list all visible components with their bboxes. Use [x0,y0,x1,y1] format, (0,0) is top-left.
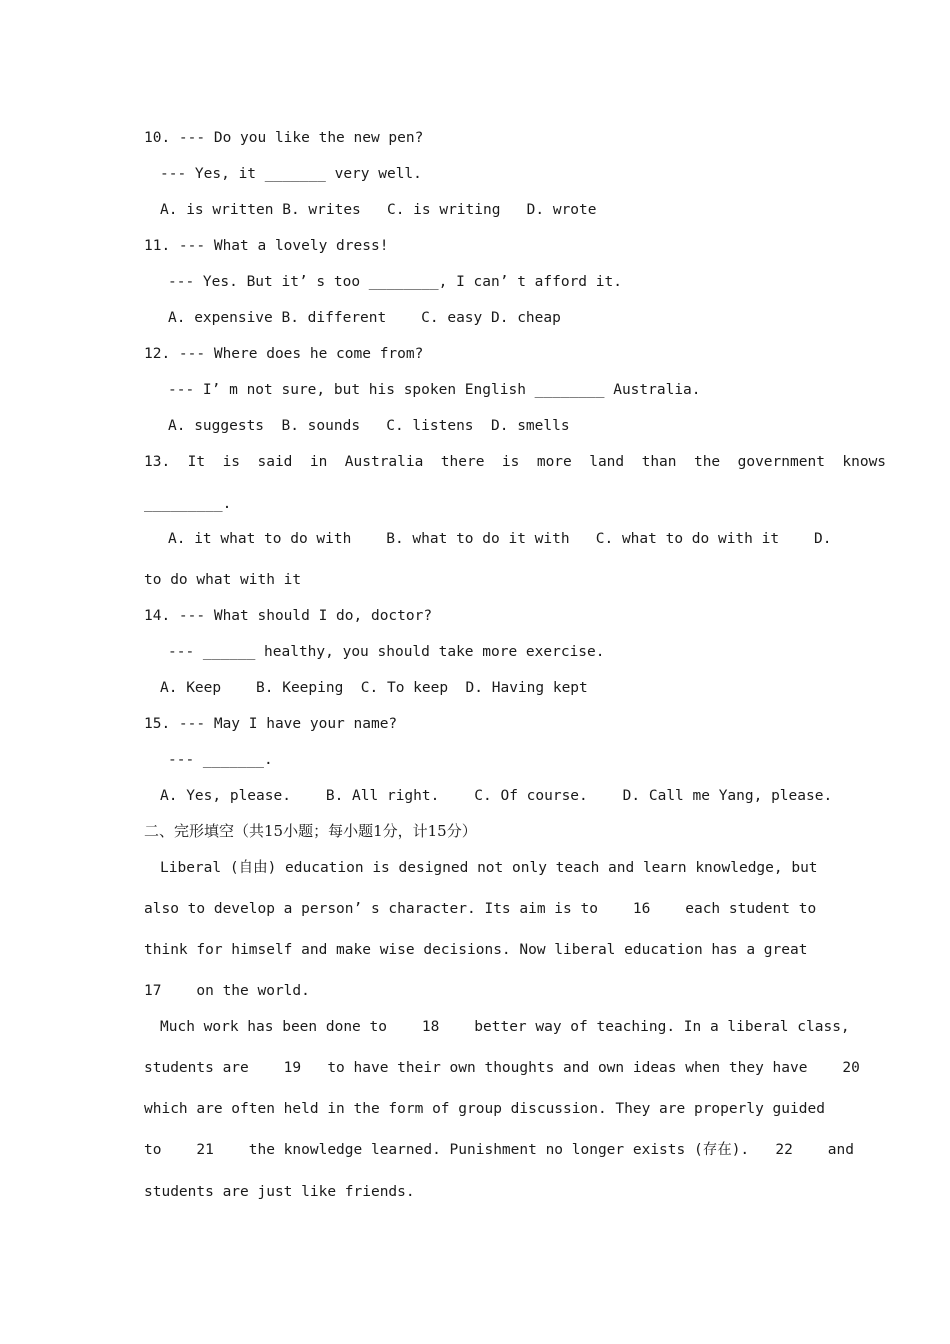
passage-line-4: 17 on the world. [144,983,310,999]
question-12-reply: --- I’ m not sure, but his spoken English ________ Australia. [168,382,701,398]
question-13-options: A. it what to do with B. what to do it with C. what to do with it D. [168,531,832,547]
question-10-reply: --- Yes, it _______ very well. [160,166,422,182]
question-11-stem: 11. --- What a lovely dress! [144,238,389,254]
passage-line-1: Liberal (自由) education is designed not only teach and learn knowledge, but [160,860,818,876]
question-12-stem: 12. --- Where does he come from? [144,346,424,362]
question-14-options: A. Keep B. Keeping C. To keep D. Having kept [160,680,588,696]
question-11-options: A. expensive B. different C. easy D. cheap [168,310,561,326]
passage-line-3: think for himself and make wise decisions. Now liberal education has a great [144,942,808,958]
question-10-stem: 10. --- Do you like the new pen? [144,130,424,146]
question-12-options: A. suggests B. sounds C. listens D. smells [168,418,570,434]
question-13-stem: 13. It is said in Australia there is more land than the government knows [144,454,887,470]
question-14-reply: --- ______ healthy, you should take more exercise. [168,644,605,660]
question-15-reply: --- _______. [168,752,273,768]
passage-line-6: students are 19 to have their own thoughts and own ideas when they have 20 [144,1060,860,1076]
passage-line-5: Much work has been done to 18 better way of teaching. In a liberal class, [160,1019,850,1035]
section-2-heading: 二、完形填空（共15小题；每小题1分，计15分） [144,822,477,840]
question-15-stem: 15. --- May I have your name? [144,716,398,732]
question-15-options: A. Yes, please. B. All right. C. Of course. D. Call me Yang, please. [160,788,833,804]
question-11-reply: --- Yes. But it’ s too ________, I can’ t afford it. [168,274,622,290]
passage-line-9: students are just like friends. [144,1184,415,1200]
question-13-options-continued: to do what with it [144,572,302,588]
passage-line-7: which are often held in the form of group discussion. They are properly guided [144,1101,825,1117]
passage-line-2: also to develop a person’ s character. Its aim is to 16 each student to [144,901,817,917]
question-14-stem: 14. --- What should I do, doctor? [144,608,433,624]
question-10-options: A. is written B. writes C. is writing D. wrote [160,202,597,218]
passage-line-8: to 21 the knowledge learned. Punishment no longer exists (存在). 22 and [144,1142,854,1158]
question-13-stem-continued: _________. [144,496,232,512]
